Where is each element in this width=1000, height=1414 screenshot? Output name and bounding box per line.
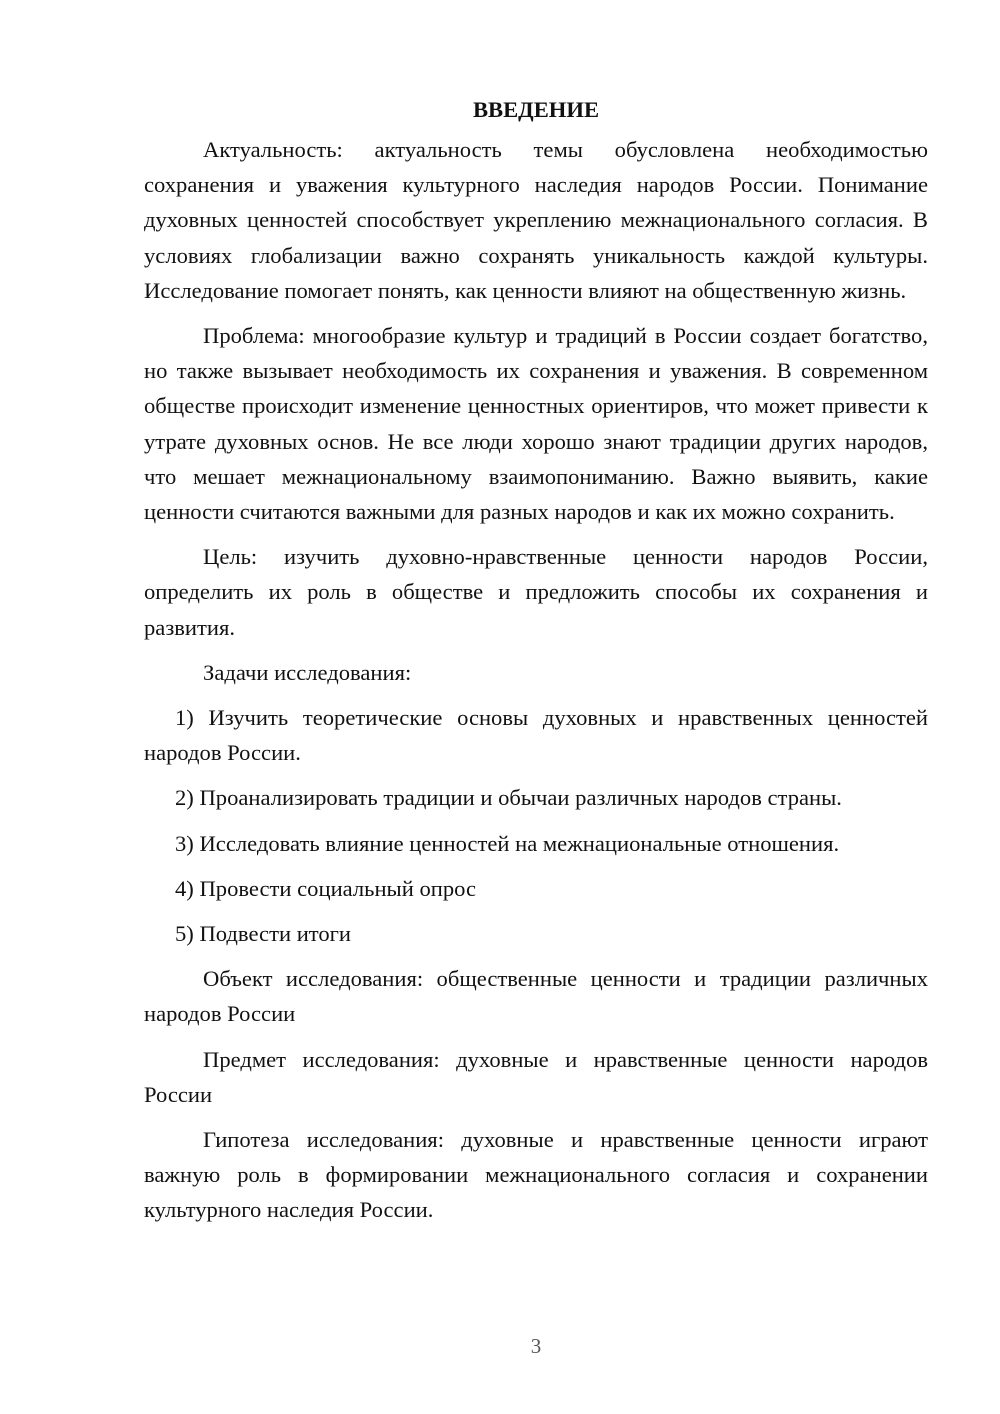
paragraph-problem: Проблема: многообразие культур и традиций в России создает богатство, но также вызывает необходимость их сохранения и уважения. В современном обществе происходит изменение ценностных ориентиров, что может привести к утрате духовных основ. Не все люди хорошо знают традиции других народов, что мешает межнациональному взаимопониманию. Важно выявить, какие ценности считаются важными для разных народов и как их можно сохранить. [144, 323, 928, 525]
paragraph-subject: Предмет исследования: духовные и нравственные ценности народов России [144, 1046, 928, 1107]
task-item-2: 2) Проанализировать традиции и обычаи различных народов страны. [175, 785, 842, 811]
paragraph-hypothesis: Гипотеза исследования: духовные и нравственные ценности играют важную роль в формировании межнационального согласия и сохранении культурного наследия России. [144, 1127, 928, 1223]
task-item-5: 5) Подвести итоги [175, 921, 352, 947]
paragraph-goal: Цель: изучить духовно-нравственные ценности народов России, определить их роль в обществе и предложить способы их сохранения и развития. [144, 544, 928, 640]
page-number: 3 [530, 1334, 542, 1358]
paragraph-tasks-heading: Задачи исследования: [203, 659, 412, 685]
task-item-1: 1) Изучить теоретические основы духовных и нравственных ценностей народов России. [144, 705, 928, 766]
document-page [144, 92, 928, 1238]
section-title: ВВЕДЕНИЕ [472, 97, 600, 122]
task-item-3: 3) Исследовать влияние ценностей на межнациональные отношения. [175, 830, 840, 856]
paragraph-relevance: Актуальность: актуальность темы обусловлена необходимостью сохранения и уважения культурного наследия народов России. Понимание духовных ценностей способствует укреплению межнационального согласия. В условиях глобализации важно сохранять уникальность каждой культуры. Исследование помогает понять, как ценности влияют на общественную жизнь. [144, 137, 928, 303]
task-item-4: 4) Провести социальный опрос [175, 875, 477, 901]
paragraph-object: Объект исследования: общественные ценности и традиции различных народов России [144, 966, 928, 1027]
